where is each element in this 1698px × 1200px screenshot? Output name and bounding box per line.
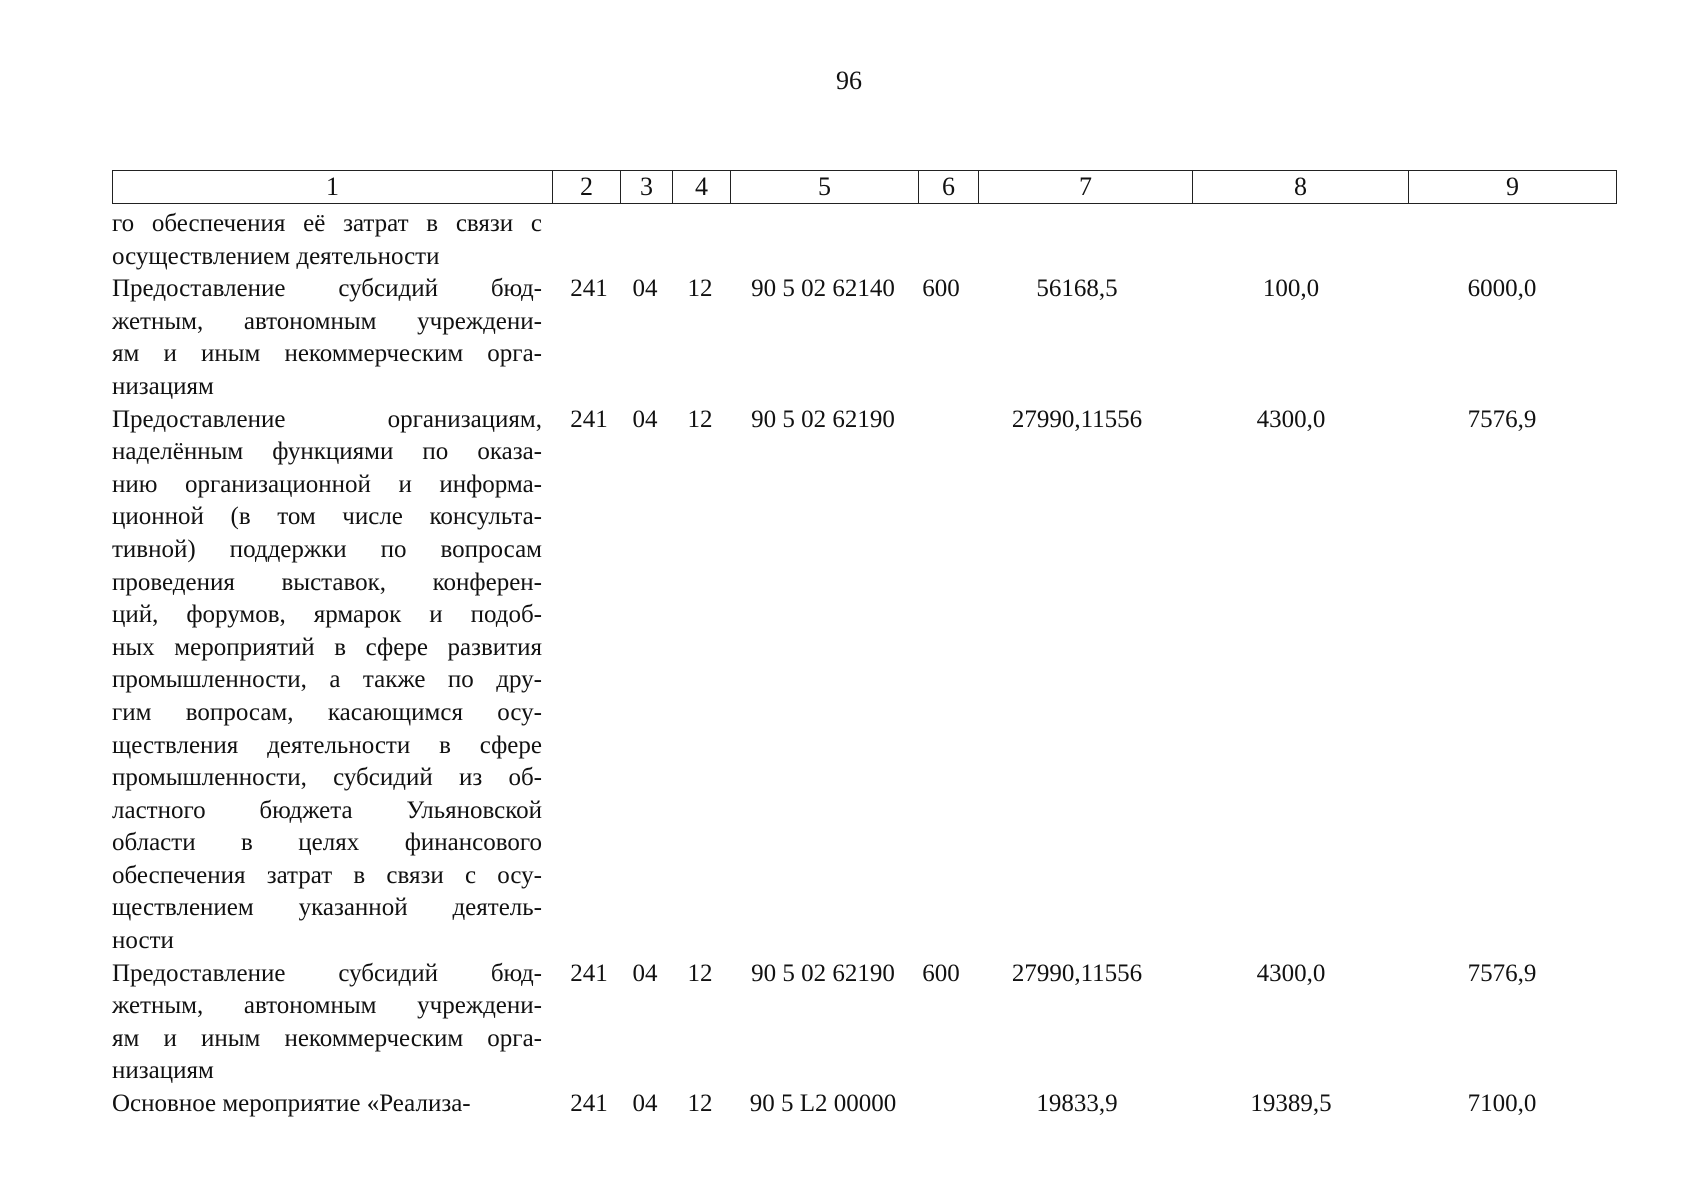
description-line: Предоставление субсидий бюд- (112, 275, 542, 303)
description-line: гим вопросам, касающимся осу- (112, 698, 542, 726)
cell-column-6: 600 (922, 275, 960, 303)
cell-column-5: 90 5 02 62190 (751, 959, 895, 987)
description-line: жетным, автономным учреждени- (112, 307, 542, 335)
row-description (112, 958, 542, 1088)
cell-column-6: 600 (922, 959, 960, 987)
column-header-2: 2 (553, 171, 621, 204)
table-row (112, 208, 1604, 273)
description-line: го обеспечения её затрат в связи с (112, 210, 542, 237)
description-line: ций, форумов, ярмарок и подоб- (112, 601, 542, 629)
table-row (112, 1088, 1604, 1121)
cell-column-9: 7100,0 (1467, 1090, 1537, 1118)
cell-column-2: 241 (570, 959, 608, 987)
description-line: промышленности, а также по дру- (112, 666, 542, 694)
cell-column-4: 12 (687, 1090, 713, 1118)
description-line: Предоставление субсидий бюд- (112, 959, 542, 987)
row-description (112, 1088, 542, 1121)
cell-column-8: 100,0 (1262, 275, 1320, 303)
description-line: обеспечения затрат в связи с осу- (112, 861, 542, 889)
column-header-8: 8 (1193, 171, 1409, 204)
cell-column-5: 90 5 02 62190 (751, 405, 895, 433)
cell-column-7: 19833,9 (1036, 1090, 1118, 1118)
description-line: промышленности, субсидий из об- (112, 764, 542, 792)
cell-column-5: 90 5 L2 00000 (749, 1090, 897, 1118)
row-description (112, 404, 542, 958)
row-description (112, 273, 542, 403)
cell-column-4: 12 (687, 959, 713, 987)
cell-column-3: 04 (632, 275, 658, 303)
description-line: жетным, автономным учреждени- (112, 992, 542, 1020)
table-body (112, 208, 1604, 1121)
cell-column-4: 12 (687, 405, 713, 433)
description-line: наделённым функциями по оказа- (112, 438, 542, 466)
cell-column-4: 12 (687, 275, 713, 303)
column-number-header (112, 170, 1617, 204)
description-line: ластного бюджета Ульяновской (112, 796, 542, 824)
column-header-4: 4 (673, 171, 731, 204)
cell-column-8: 4300,0 (1256, 405, 1326, 433)
column-header-9: 9 (1409, 171, 1617, 204)
description-line: ществления деятельности в сфере (112, 731, 542, 759)
table-row (112, 958, 1604, 1088)
column-header-3: 3 (621, 171, 673, 204)
cell-column-9: 6000,0 (1467, 275, 1537, 303)
cell-column-7: 27990,11556 (1011, 959, 1143, 987)
cell-column-2: 241 (570, 405, 608, 433)
description-line: ям и иным некоммерческим орга- (112, 1024, 542, 1052)
cell-column-9: 7576,9 (1467, 959, 1537, 987)
column-header-6: 6 (919, 171, 979, 204)
table-row (112, 273, 1604, 403)
description-line: ционной (в том числе консульта- (112, 503, 542, 531)
page-number: 96 (836, 66, 862, 95)
cell-column-5: 90 5 02 62140 (751, 275, 895, 303)
cell-column-3: 04 (632, 405, 658, 433)
description-line: нию организационной и информа- (112, 470, 542, 498)
description-line: ных мероприятий в сфере развития (112, 633, 542, 661)
cell-column-3: 04 (632, 959, 658, 987)
column-header-7: 7 (979, 171, 1193, 204)
cell-column-3: 04 (632, 1090, 658, 1118)
description-line: Предоставление организациям, (112, 405, 542, 433)
row-description (112, 208, 542, 273)
cell-column-9: 7576,9 (1467, 405, 1537, 433)
description-line: ществлением указанной деятель- (112, 894, 542, 922)
cell-column-7: 27990,11556 (1011, 405, 1143, 433)
column-header-5: 5 (731, 171, 919, 204)
description-line: низациям (112, 372, 214, 400)
column-header-1: 1 (113, 171, 553, 204)
cell-column-2: 241 (570, 275, 608, 303)
description-line: тивной) поддержки по вопросам (112, 535, 542, 563)
description-line: ности (112, 927, 174, 955)
description-line: ям и иным некоммерческим орга- (112, 340, 542, 368)
description-line: проведения выставок, конферен- (112, 568, 542, 596)
description-line: Основное мероприятие «Реализа- (112, 1090, 471, 1118)
cell-column-8: 4300,0 (1256, 959, 1326, 987)
cell-column-8: 19389,5 (1250, 1090, 1332, 1118)
description-line: низациям (112, 1057, 214, 1085)
cell-column-2: 241 (570, 1090, 608, 1118)
description-line: области в целях финансового (112, 829, 542, 857)
description-line: осуществлением деятельности (112, 242, 440, 270)
cell-column-7: 56168,5 (1036, 275, 1118, 303)
table-row (112, 404, 1604, 958)
